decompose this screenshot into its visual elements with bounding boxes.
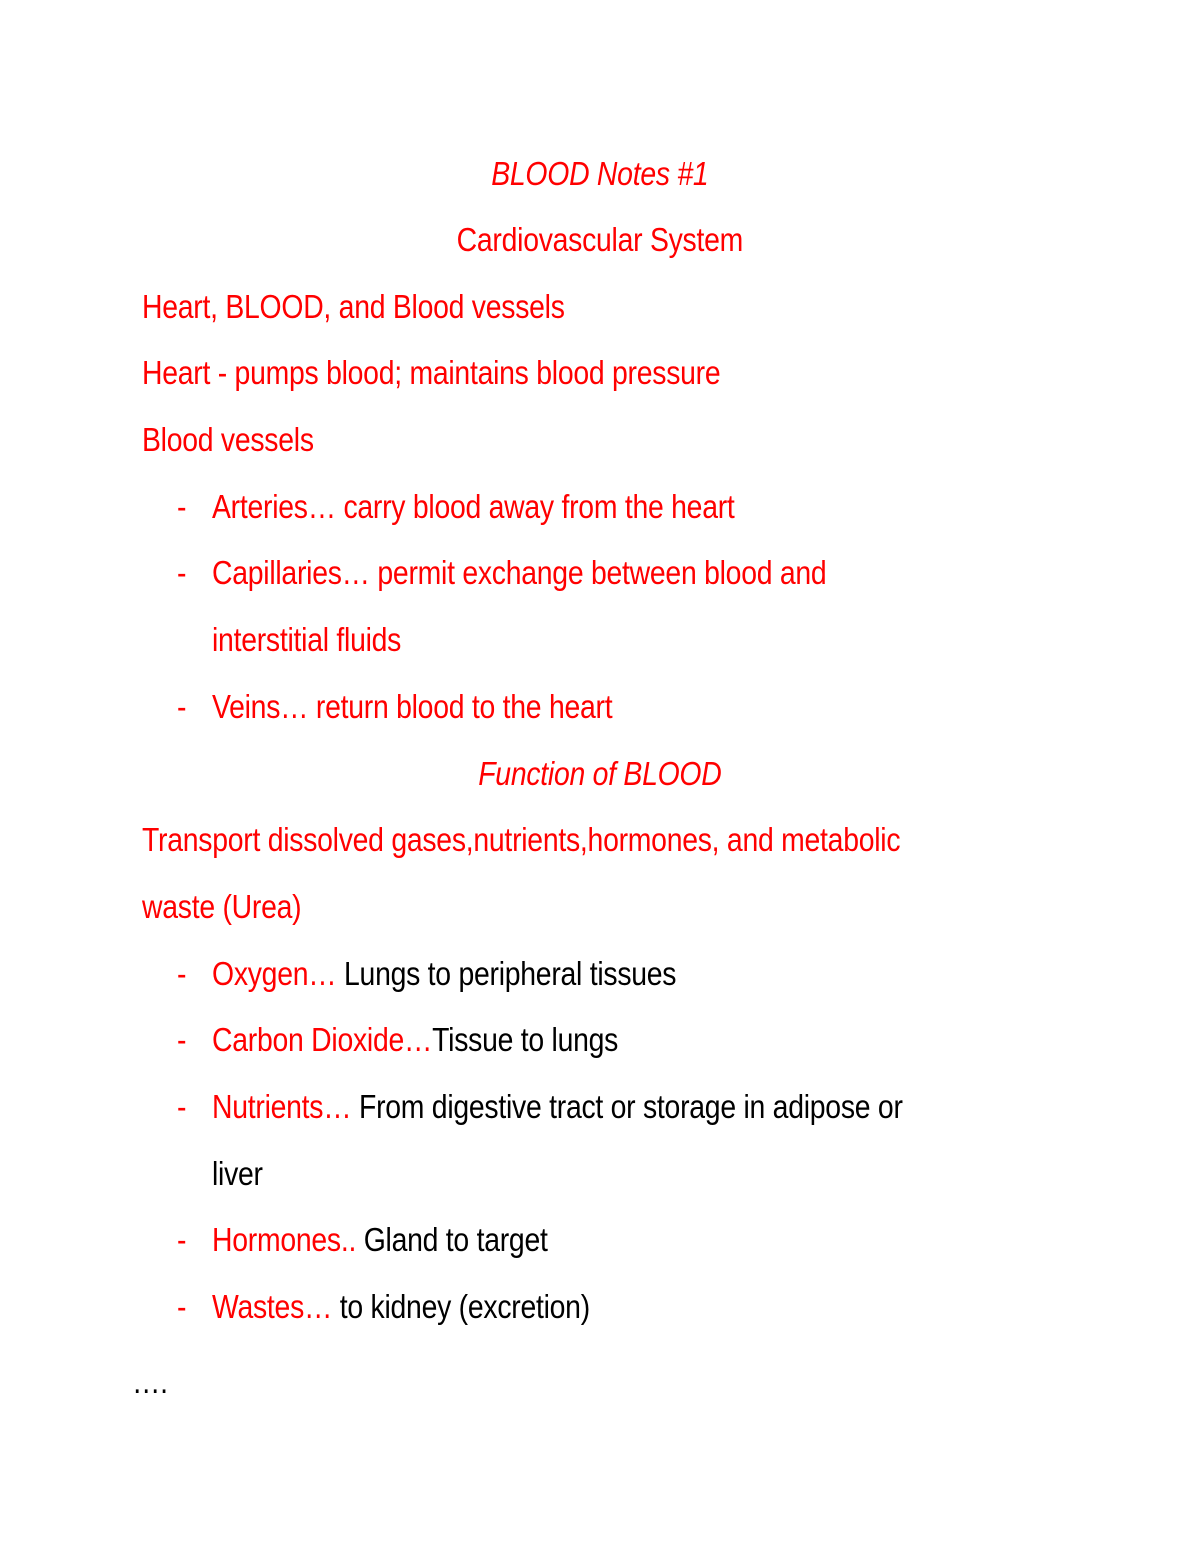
function-desc: Tissue to lungs — [432, 1021, 619, 1058]
function-item-hormones — [212, 1220, 548, 1260]
bullet-marker: - — [177, 488, 187, 525]
function-desc: From digestive tract or storage in adipose or — [351, 1088, 903, 1125]
function-item-nutrients — [212, 1087, 903, 1127]
bullet-marker: - — [177, 955, 187, 992]
vessel-item-capillaries: Capillaries… permit exchange between blood and — [212, 554, 827, 591]
page-title: BLOOD Notes #1 — [491, 155, 709, 192]
bullet-marker: - — [177, 1021, 187, 1058]
vessels-heading: Blood vessels — [142, 421, 314, 458]
vessel-item-veins: Veins… return blood to the heart — [212, 688, 613, 725]
function-term: Oxygen… — [212, 955, 337, 992]
function-item-carbon-dioxide — [212, 1020, 618, 1060]
function-item-nutrients-cont: liver — [212, 1155, 263, 1192]
function-term: Wastes… — [212, 1288, 333, 1325]
function-item-oxygen — [212, 954, 676, 994]
bullet-marker: - — [177, 1288, 187, 1325]
trailing-ellipsis: …. — [132, 1363, 168, 1400]
function-term: Carbon Dioxide… — [212, 1021, 433, 1058]
function-term: Hormones.. — [212, 1221, 357, 1258]
bullet-marker: - — [177, 1088, 187, 1125]
bullet-marker: - — [177, 554, 187, 591]
transport-line-2: waste (Urea) — [142, 888, 302, 925]
bullet-marker: - — [177, 1221, 187, 1258]
vessel-item-capillaries-cont: interstitial fluids — [212, 621, 402, 658]
function-heading: Function of BLOOD — [478, 755, 722, 792]
page-subtitle: Cardiovascular System — [456, 221, 744, 258]
function-item-wastes — [212, 1287, 590, 1327]
function-desc: Gland to target — [356, 1221, 548, 1258]
components-line: Heart, BLOOD, and Blood vessels — [142, 288, 565, 325]
vessel-item-arteries: Arteries… carry blood away from the heart — [212, 488, 735, 525]
function-desc: to kidney (excretion) — [332, 1288, 590, 1325]
function-desc: Lungs to peripheral tissues — [336, 955, 677, 992]
heart-line: Heart - pumps blood; maintains blood pressure — [142, 354, 721, 391]
function-term: Nutrients… — [212, 1088, 352, 1125]
bullet-marker: - — [177, 688, 187, 725]
transport-line-1: Transport dissolved gases,nutrients,hormones, and metabolic — [142, 821, 901, 858]
